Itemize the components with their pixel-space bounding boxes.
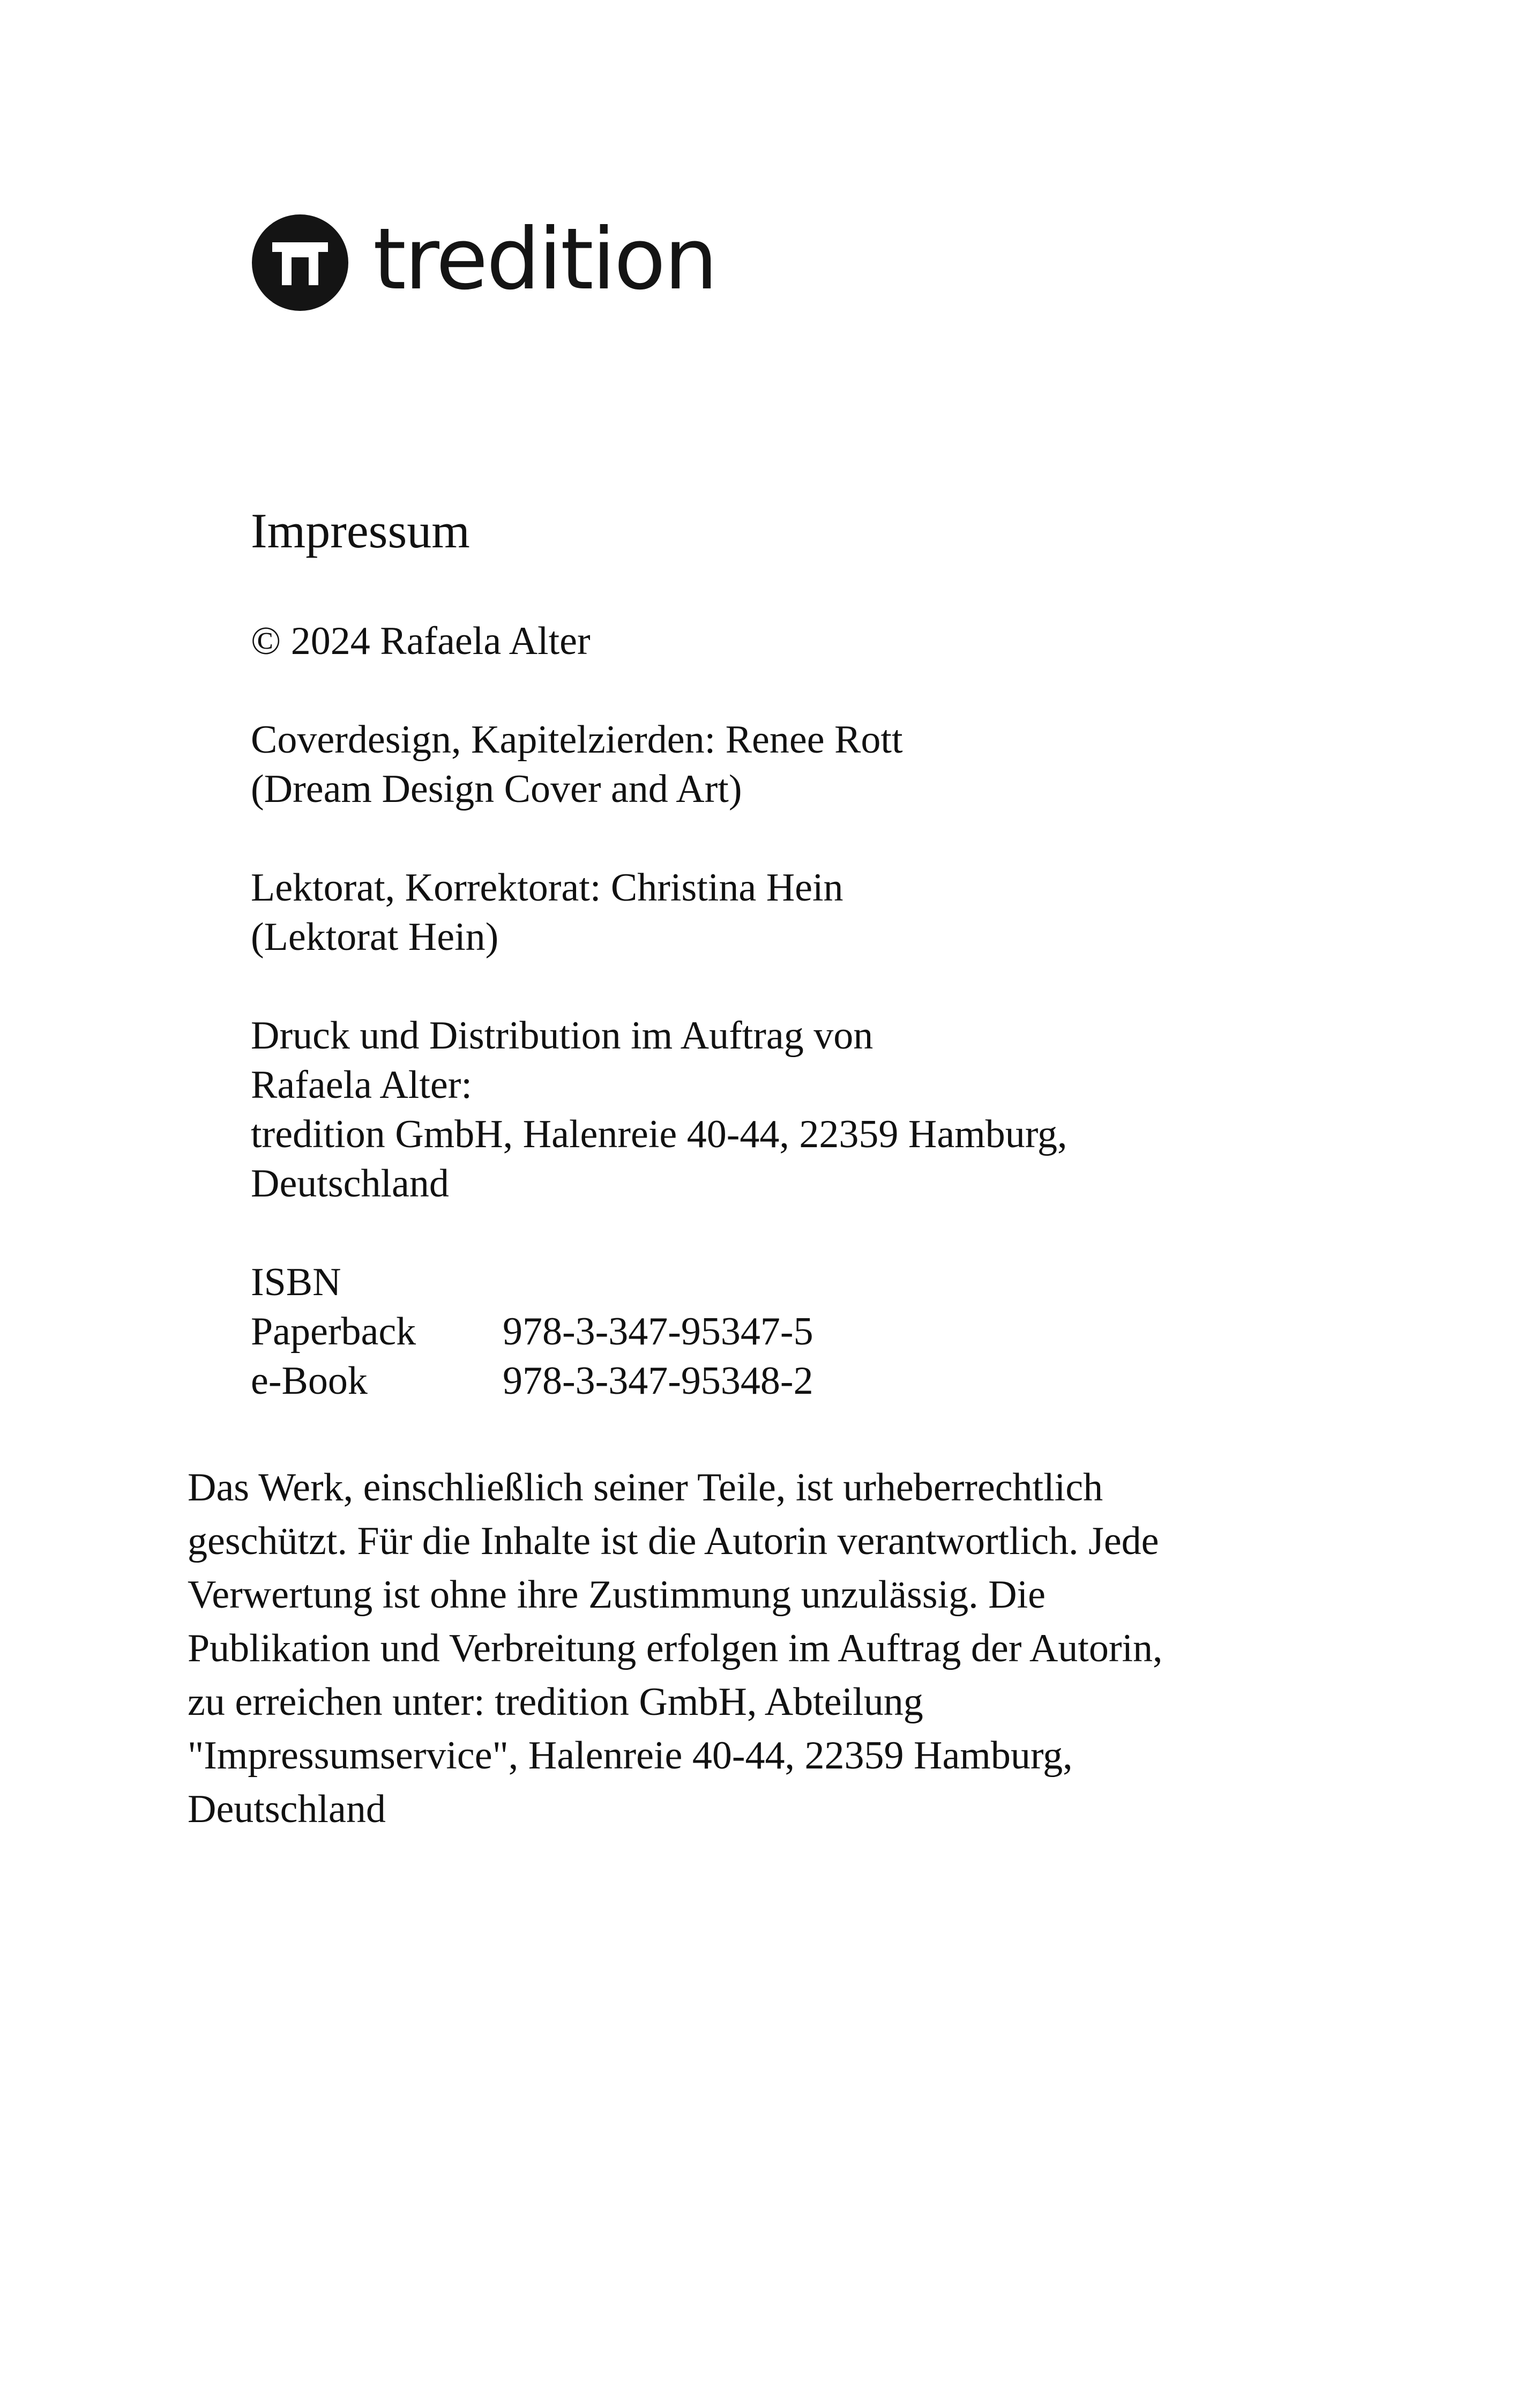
copyright-notice: [251, 616, 1323, 666]
legal-notice: [188, 1461, 1340, 1836]
copyright-line: © 2024 Rafaela Alter: [251, 619, 591, 663]
page-title: Impressum: [251, 503, 470, 558]
isbn-number: 978-3-347-95347-5: [503, 1310, 813, 1354]
distribution-line-1: Druck und Distribution im Auftrag von: [251, 1014, 874, 1058]
isbn-format: Paperback: [251, 1310, 416, 1354]
cover-credit: [251, 715, 1323, 814]
cover-credit-line-2: (Dream Design Cover and Art): [251, 767, 742, 811]
cover-credit-line-1: Coverdesign, Kapitelzierden: Renee Rott: [251, 718, 903, 762]
distribution-info: [251, 1011, 1323, 1208]
logo-wordmark: tredition: [373, 210, 716, 309]
editing-credit-line-1: Lektorat, Korrektorat: Christina Hein: [251, 866, 843, 910]
editing-credit: [251, 863, 1323, 962]
legal-line: Publikation und Verbreitung erfolgen im Auftrag der Autorin,: [188, 1626, 1163, 1670]
isbn-row-paperback: [251, 1307, 1323, 1356]
legal-line: Deutschland: [188, 1787, 386, 1831]
distribution-line-3: tredition GmbH, Halenreie 40-44, 22359 Hamburg,: [251, 1112, 1067, 1156]
editing-credit-line-2: (Lektorat Hein): [251, 915, 499, 959]
legal-line: geschützt. Für die Inhalte ist die Autorin verantwortlich. Jede: [188, 1519, 1159, 1563]
isbn-row-ebook: [251, 1356, 1323, 1406]
legal-line: zu erreichen unter: tredition GmbH, Abteilung: [188, 1680, 923, 1724]
distribution-line-2: Rafaela Alter:: [251, 1063, 472, 1107]
tredition-logo-icon: [252, 214, 348, 311]
publisher-logo: [252, 210, 716, 311]
isbn-block: [251, 1258, 1323, 1406]
distribution-line-4: Deutschland: [251, 1162, 449, 1206]
isbn-number: 978-3-347-95348-2: [503, 1359, 813, 1403]
legal-line: Das Werk, einschließlich seiner Teile, ist urheberrechtlich: [188, 1466, 1103, 1510]
legal-line: Verwertung ist ohne ihre Zustimmung unzulässig. Die: [188, 1573, 1046, 1617]
isbn-label: ISBN: [251, 1260, 341, 1304]
imprint-details: [251, 616, 1323, 1406]
isbn-format: e-Book: [251, 1359, 368, 1403]
legal-line: "Impressumservice", Halenreie 40-44, 22359 Hamburg,: [188, 1734, 1073, 1778]
